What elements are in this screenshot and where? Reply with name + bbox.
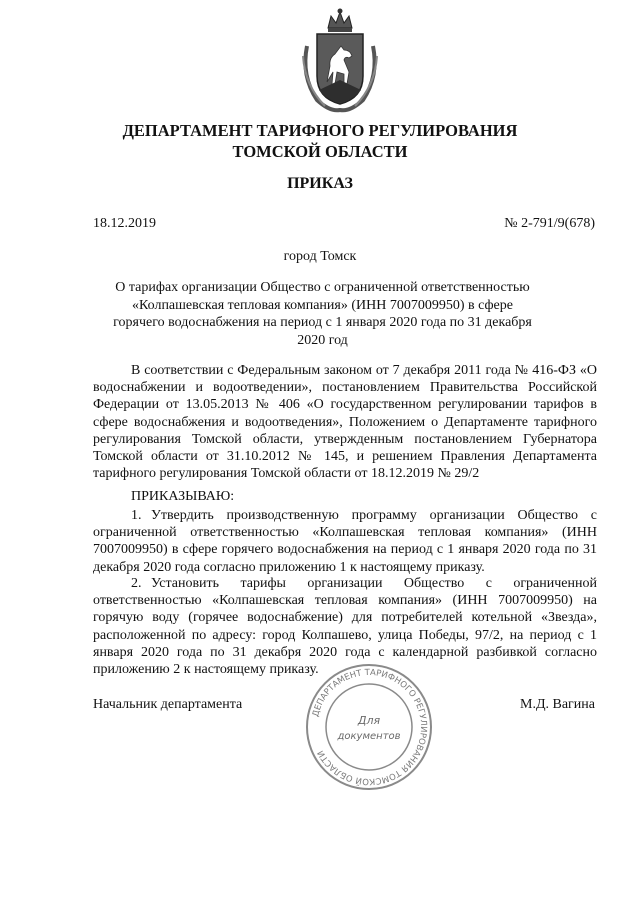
department-title-line2: ТОМСКОЙ ОБЛАСТИ (232, 142, 408, 161)
order-date: 18.12.2019 (93, 216, 156, 231)
seal-center-line2: документов (337, 731, 401, 742)
seal-ring-text: ДЕПАРТАМЕНТ ТАРИФНОГО РЕГУЛИРОВАНИЯ ТОМСКОЙ ОБЛАСТИ (311, 667, 429, 787)
document-type-title: ПРИКАЗ (287, 175, 353, 192)
official-seal (304, 662, 434, 792)
order-item-text: Установить тарифы организации Общество с ограниченной ответственностью «Колпашевская тепловая компания» (ИНН 7007009950) на горячую воду (горячее водоснабжение) для потребителей котельной «Звезда», расположенной по адресу: город Колпашево, улица Победы, 97/2, на период с 1 января 2020 года по 31 декабря 2020 года с календарной разбивкой согласно приложению 2 к настоящему приказу. (93, 576, 597, 678)
order-item (93, 507, 597, 576)
department-title-line1: ДЕПАРТАМЕНТ ТАРИФНОГО РЕГУЛИРОВАНИЯ (122, 121, 518, 140)
city-name: город Томск (283, 249, 357, 264)
order-subject: О тарифах организации Общество с ограниченной ответственностью «Колпашевская тепловая компания» (ИНН 7007009950) в сфере горячего водоснабжения на период с 1 января 2020 года по 31 декабря 2020 год (113, 280, 532, 348)
order-item-number: 2. (131, 576, 142, 591)
order-heading: ПРИКАЗЫВАЮ: (131, 489, 235, 504)
department-title (0, 120, 640, 162)
order-number: № 2-791/9(678) (504, 216, 595, 231)
signatory-role: Начальник департамента (93, 697, 243, 712)
coat-of-arms-emblem (295, 6, 385, 116)
seal-center-line1: Для (357, 714, 381, 727)
signatory-name: М.Д. Вагина (520, 697, 595, 712)
preamble-paragraph: В соответствии с Федеральным законом от 7 декабря 2011 года № 416-ФЗ «О водоснабжении и водоотведении», постановлением Правительства Российской Федерации от 13.05.2013 № 406 «О государственном регулировании тарифов в сфере водоснабжения и водоотведения», Положением о Департаменте тарифного регулирования Томской области, утвержденным постановлением Губернатора Томской области от 31.10.2012 № 145, и решением Правления Департамента тарифного регулирования Томской области от 18.12.2019 № 29/2 (93, 363, 597, 482)
order-item-number: 1. (131, 508, 142, 523)
order-item-text: Утвердить производственную программу организации Общество с ограниченной ответственностью «Колпашевская тепловая компания» (ИНН 7007009950) в сфере горячего водоснабжения на период с 1 января 2020 года по 31 декабря 2020 года согласно приложению 1 к настоящему приказу. (93, 508, 597, 575)
